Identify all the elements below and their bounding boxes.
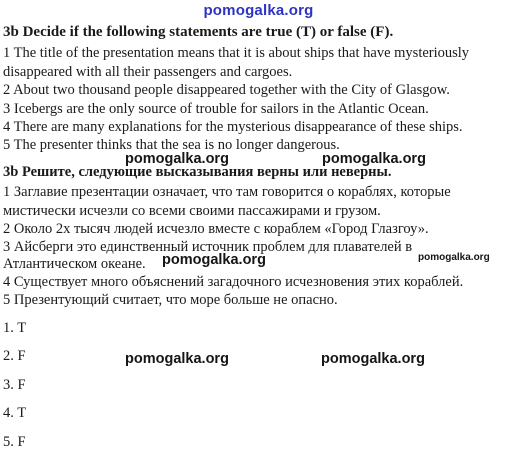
watermark-small-right: pomogalka.org — [418, 252, 490, 263]
watermark-bottom-right: pomogalka.org — [321, 351, 425, 367]
answer-2: 2. F — [3, 348, 26, 364]
russian-line-4: 3 Айсберги это единственный источник проблем для плавателей в — [3, 239, 413, 255]
english-heading: 3b Decide if the following statements are true (T) or false (F). — [3, 24, 394, 40]
russian-line-7: 5 Презентующий считает, что море больше не опасно. — [3, 292, 338, 308]
russian-line-5: Атлантическом океане. — [3, 256, 146, 272]
russian-line-1: 1 Заглавие презентации означает, что там говорится о кораблях, которые — [3, 184, 451, 200]
english-line-6: 5 The presenter thinks that the sea is no longer dangerous. — [3, 137, 340, 153]
russian-line-6: 4 Существует много объяснений загадочного исчезновения этих кораблей. — [3, 274, 464, 290]
watermark-low-left: pomogalka.org — [162, 252, 266, 268]
watermark-top: pomogalka.org — [203, 2, 314, 19]
english-line-3: 2 About two thousand people disappeared together with the City of Glasgow. — [3, 82, 450, 98]
english-line-1: 1 The title of the presentation means that it is about ships that have mysteriously — [3, 45, 470, 61]
russian-heading: 3b Решите, следующие высказывания верны или неверны. — [3, 164, 392, 180]
english-line-4: 3 Icebergs are the only source of trouble for sailors in the Atlantic Ocean. — [3, 101, 429, 117]
russian-line-3: 2 Около 2х тысяч людей исчезло вместе с кораблем «Город Глазгоу». — [3, 221, 429, 237]
answer-3: 3. F — [3, 377, 26, 393]
english-line-2: disappeared with all their passengers and cargoes. — [3, 64, 293, 80]
watermark-bottom-left: pomogalka.org — [125, 351, 229, 367]
answer-4: 4. T — [3, 405, 27, 421]
answer-5: 5. F — [3, 434, 26, 450]
answer-1: 1. T — [3, 320, 27, 336]
english-line-5: 4 There are many explanations for the mysterious disappearance of these ships. — [3, 119, 463, 135]
watermark-mid-right: pomogalka.org — [322, 151, 426, 167]
russian-line-2: мистически исчезли со всеми своими пассажирами и грузом. — [3, 203, 381, 219]
watermark-mid-left: pomogalka.org — [125, 151, 229, 167]
